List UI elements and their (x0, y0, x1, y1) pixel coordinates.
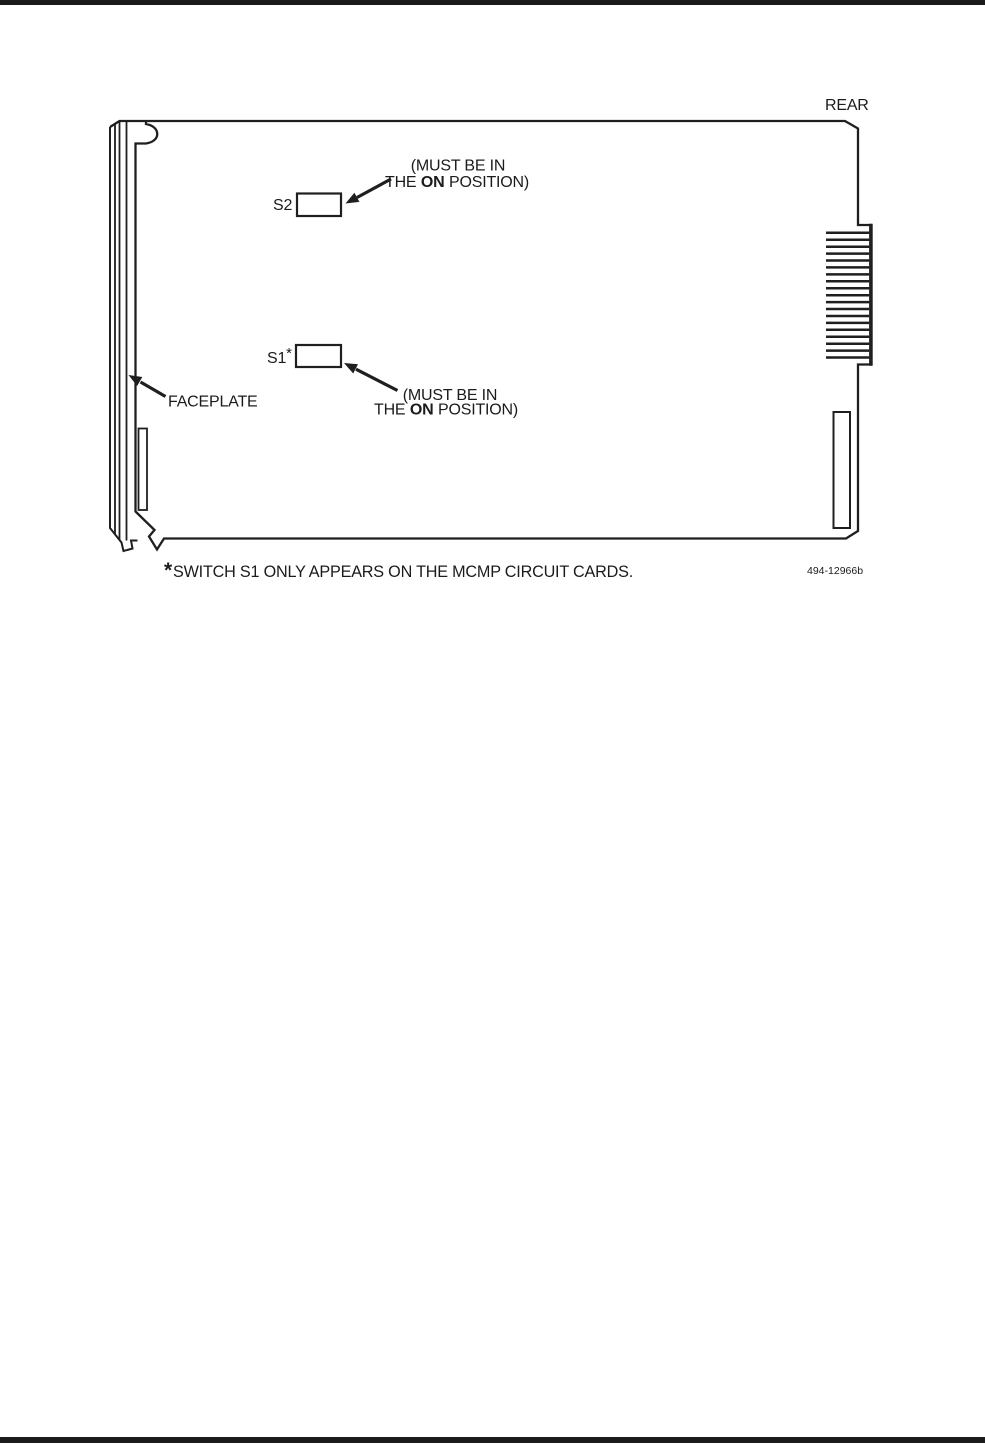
s2-note-line2: THE ON POSITION) (385, 174, 529, 191)
faceplate-latch-slot (139, 429, 148, 511)
s1-note (374, 387, 518, 419)
faceplate-arrow (129, 375, 166, 397)
footnote-asterisk: * (164, 559, 172, 582)
s1-switch-box (296, 345, 341, 367)
faceplate-label: FACEPLATE (168, 393, 258, 411)
s2-arrow (346, 179, 392, 204)
s1-label: S1* (267, 345, 292, 367)
rear-label: REAR (825, 97, 869, 114)
s2-note-line1: (MUST BE IN (410, 157, 506, 175)
edge-connector (826, 224, 871, 366)
edge-connector-fingers (826, 233, 869, 358)
s1-arrow (344, 363, 398, 391)
s1-note-line1: (MUST BE IN (402, 387, 498, 404)
bottom-rule (0, 1437, 985, 1443)
figure-number: 494-12966b (807, 565, 864, 577)
s1-asterisk: * (286, 345, 292, 362)
rear-slot (834, 412, 851, 528)
faceplate-bars (110, 121, 147, 551)
s1-note-line2: THE ON POSITION) (374, 401, 518, 419)
circuit-card-figure (0, 0, 985, 640)
s2-switch-box (297, 194, 341, 217)
s2-note (385, 158, 529, 192)
footnote: *SWITCH S1 ONLY APPEARS ON THE MCMP CIRCUIT CARDS. (164, 559, 634, 582)
s2-label: S2 (273, 197, 293, 214)
